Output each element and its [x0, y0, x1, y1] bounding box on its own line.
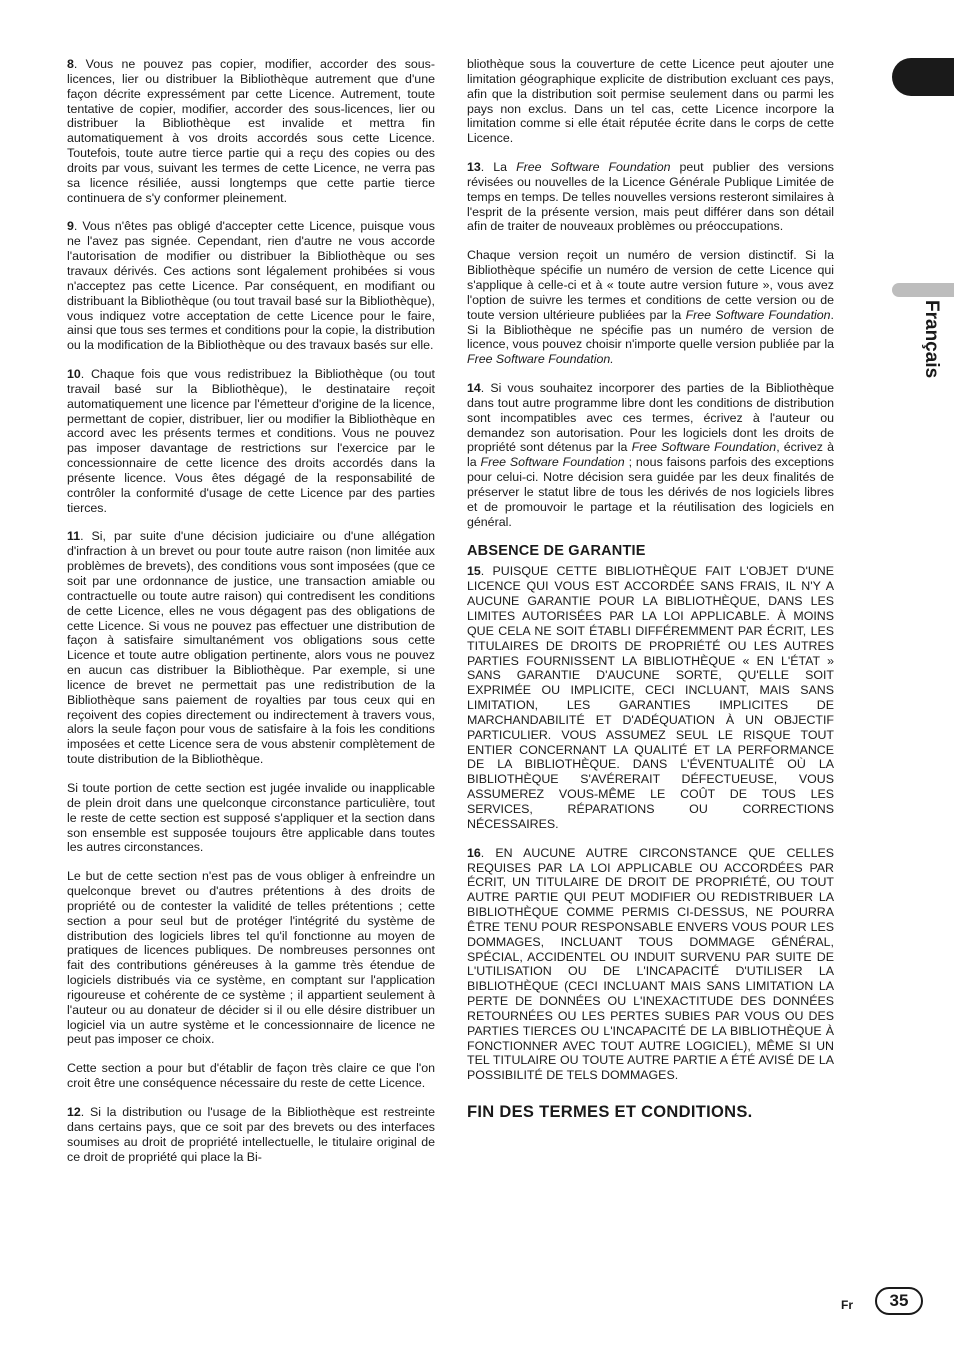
language-tab-label: Français [921, 300, 942, 379]
section-14: 14. Si vous souhaitez incorporer des parties de la Bibliothèque dans tout autre programme libre dont les conditions de distribution sont incompatibles avec ces termes, écrivez à l'auteur ou demandez son autorisation. Pour les logiciels dont les droits de propriété sont détenus par la Free Software Foundation, écrivez à la Free Software Foundation ; nous faisons parfois des exceptions pour celui-ci. Notre décision sera guidée par les deux finalités de préserver le statut libre de tous les dérivés de nos logiciels libres et de promouvoir le partage et la réutilisation des logiciels en général. [467, 381, 835, 529]
section-13-versions: Chaque version reçoit un numéro de version distinctif. Si la Bibliothèque spécifie un numéro de version de cette Licence qui s'applique à celle-ci et à « toute autre version future », vous avez l'option de suivre les termes et conditions de cette version ou de toute version ultérieure publiées par la Free Software Foundation. Si la Bibliothèque ne spécifie pas un numéro de version de licence, vous pouvez choisir n'importe quelle version publiée par la Free Software Foundation. [467, 248, 834, 367]
footer-language-code: Fr [841, 1298, 853, 1312]
section-11-invalid-portion: Si toute portion de cette section est jugée invalide ou inapplicable de plein droit dans une quelconque circonstance particulière, tout le reste de cette section est supposé s'appliquer et la section dans son ensemble est supposée toujours être applicable dans toutes les autres circonstances. [67, 780, 435, 855]
section-16: 16. EN AUCUNE AUTRE CIRCONSTANCE QUE CELLES REQUISES PAR LA LOI APPLICABLE OU ACCORDÉES PAR ÉCRIT, UN TITULAIRE DE DROIT DE PROPRIÉTÉ, OU TOUT AUTRE PARTIE QUI PEUT MODIFIER OU REDISTRIBUER LA BIBLIOTHÈQUE COMME PERMIS CI-DESSUS, NE POURRA ÊTRE TENU POUR RESPONSABLE ENVERS VOUS POUR LES DOMMAGES, INCLUANT TOUS DOMMAGE GÉNÉRAL, SPÉCIAL, ACCIDENTEL OU INDUIT SURVENU PAR SUITE DE L'UTILISATION OU DE L'INCAPACITÉ D'UTILISER LA BIBLIOTHÈQUE (CECI INCLUANT MAIS SANS LIMITATION LA PERTE DE DONNÉES OU L'INEXACTITUDE DES DONNÉES RETOURNÉES OU LES PERTES SUBIES PAR VOUS OU DES PARTIES TIERCES OU L'INCAPACITÉ DE LA BIBLIOTHÈQUE À FONCTIONNER AVEC TOUT AUTRE LOGICIEL), MÊME SI UN TEL TITULAIRE OU TOUTE AUTRE PARTIE A ÉTÉ AVISÉ DE LA POSSIBILITÉ DE TELS DOMMAGES. [467, 845, 834, 1083]
page-number: 35 [875, 1287, 923, 1315]
section-11: 11. Si, par suite d'une décision judiciaire ou d'une allégation d'infraction à un brevet ou pour toute autre raison (non limitée aux problèmes de brevets), des conditions vous sont imposées (que ce soit par une ordonnance de justice, une transaction amiable ou contractuelle ou toute autre raison) qui contredisent les conditions de cette Licence, elles ne vous dégagent pas des obligations de cette Licence. Si vous ne pouvez pas effectuer une distribution de façon à satisfaire simultanément vos obligations sous cette Licence et toute autre obligation pertinente, alors vous ne pouvez en aucun cas distribuer la Bibliothèque. Par exemple, si une licence de brevet ne permettait pas une redistribution de la Bibliothèque sans paiement de royalties par tous ceux qui en reçoivent des copies directement ou indirectement à travers vous, alors la seule façon pour vous de satisfaire à la fois les conditions imposées et cette Licence sera de vous abstenir complètement de toute distribution de la Bibliothèque. [67, 529, 435, 767]
section-12-continued: bliothèque sous la couverture de cette Licence peut ajouter une limitation géographique explicite de distribution excluant ces pays, afin que la distribution soit permise seulement dans ou parmi les pays non exclus. Dans un tel cas, cette Licence incorpore la limitation comme si elle était réputée écrite dans le corps de cette Licence. [467, 57, 834, 146]
right-column [467, 57, 834, 1122]
heading-warranty: ABSENCE DE GARANTIE [467, 543, 646, 560]
section-10: 10. Chaque fois que vous redistribuez la Bibliothèque (ou tout travail basé sur la Bibliothèque), le destinataire reçoit automatiquement une licence par l'émetteur d'origine de la licence, permettant de copier, distribuer, lier ou modifier la Bibliothèque en accord avec les présents termes et conditions. Vous ne pouvez pas imposer davantage de restrictions sur l'exercice par le concessionnaire de cette licence des droits accordés dans la présente licence. Vous êtes dégagé de la responsabilité de contrôler la conformité d'usage de cette Licence par des parties tierces. [67, 367, 435, 515]
left-column [67, 57, 435, 1178]
section-12: 12. Si la distribution ou l'usage de la Bibliothèque est restreinte dans certains pays, que ce soit par des brevets ou des interfaces soumises au droit de propriété intellectuelle, le titulaire original de ce droit de propriété qui place la Bi- [67, 1105, 435, 1164]
section-13: 13. La Free Software Foundation peut publier des versions révisées ou nouvelles de la Licence Générale Publique Limitée de temps en temps. De telles nouvelles versions resteront similaires à l'esprit de la présente version, mais peut différer dans son détail afin de traiter de nouveaux problèmes ou préoccupations. [467, 160, 834, 234]
section-11-purpose: Le but de cette section n'est pas de vous obliger à enfreindre un quelconque brevet ou d'autres prétentions à des droits de propriété ou de contester la validité de telles prétentions ; cette section a pour seul but de protéger l'intégrité du système de distribution des logiciels libres tel qu'il fonctionne au moyen de pratiques de licences publiques. De nombreuses personnes ont fait des contributions généreuses à la gamme très étendue de logiciels distribués via ce système, en comptant sur l'application rigoureuse et cohérente de ce système ; il appartient seulement à l'auteur ou au donateur de décider si il ou elle désire distribuer un logiciel via un autre système et le concessionnaire de licence ne peut pas imposer ce choix. [67, 869, 435, 1047]
section-tab-marker [892, 58, 954, 96]
section-8: 8. Vous ne pouvez pas copier, modifier, accorder des sous-licences, lier ou distribuer la Bibliothèque autrement que d'une façon décrite expressément par cette Licence. Autrement, toute tentative de copier, modifier, accorder des sous-licences, lier ou distribuer la Bibliothèque est invalide et mettra fin automatiquement à vos droits accordés sous cette Licence. Toutefois, toute autre tierce partie qui a reçu des copies ou des droits par vous, suivant les termes de cette Licence, ne verra pas sa licence résiliée, aussi longtemps que cette partie tierce continuera de s'y conformer pleinement. [67, 57, 435, 205]
section-15: 15. PUISQUE CETTE BIBLIOTHÈQUE FAIT L'OBJET D'UNE LICENCE QUI VOUS EST ACCORDÉE SANS FRAIS, IL N'Y A AUCUNE GARANTIE POUR LA BIBLIOTHÈQUE, DANS LES LIMITES AUTORISÉES PAR LA LOI APPLICABLE. À MOINS QUE CELA NE SOIT ÉTABLI DIFFÉREMMENT PAR ÉCRIT, LES TITULAIRES DE DROITS DE PROPRIÉTÉ OU LES AUTRES PARTIES FOURNISSENT LA BIBLIOTHÈQUE « EN L'ÉTAT » SANS GARANTIE D'AUCUNE SORTE, QU'ELLE SOIT EXPRIMÉE OU IMPLICITE, CECI INCLUANT, MAIS SANS LIMITATION, LES GARANTIES IMPLICITES DE MARCHANDABILITÉ ET D'ADÉQUATION À UN OBJECTIF PARTICULIER. VOUS ASSUMEZ SEUL LE RISQUE TOUT ENTIER CONCERNANT LA QUALITÉ ET LA PERFORMANCE DE LA BIBLIOTHÈQUE. DANS L'ÉVENTUALITÉ OÙ LA BIBLIOTHÈQUE S'AVÉRERAIT DÉFECTUEUSE, VOUS ASSUMEREZ VOUS-MÊME LE COÛT DE TOUS LES SERVICES, RÉPARATIONS OU CORRECTIONS NÉCESSAIRES. [467, 564, 834, 831]
section-11-consequence: Cette section a pour but d'établir de façon très claire ce que l'on croit être une conséquence nécessaire du reste de cette Licence. [67, 1061, 435, 1091]
section-9: 9. Vous n'êtes pas obligé d'accepter cette Licence, puisque vous ne l'avez pas signée. Cependant, rien d'autre ne vous accorde l'autorisation de modifier ou distribuer la Bibliothèque ou ses travaux dérivés. Ces actions sont légalement prohibées si vous n'acceptez pas cette Licence. Par conséquent, en modifiant ou distribuant la Bibliothèque (ou tout travail basé sur la Bibliothèque), vous indiquez votre acceptation de cette Licence pour le faire, ainsi que tous ses termes et conditions pour la copie, la distribution ou la modification de la Bibliothèque ou des travaux basés sur elle. [67, 219, 435, 353]
language-tab-bar [892, 283, 954, 297]
heading-end-of-terms: FIN DES TERMES ET CONDITIONS. [467, 1103, 753, 1122]
